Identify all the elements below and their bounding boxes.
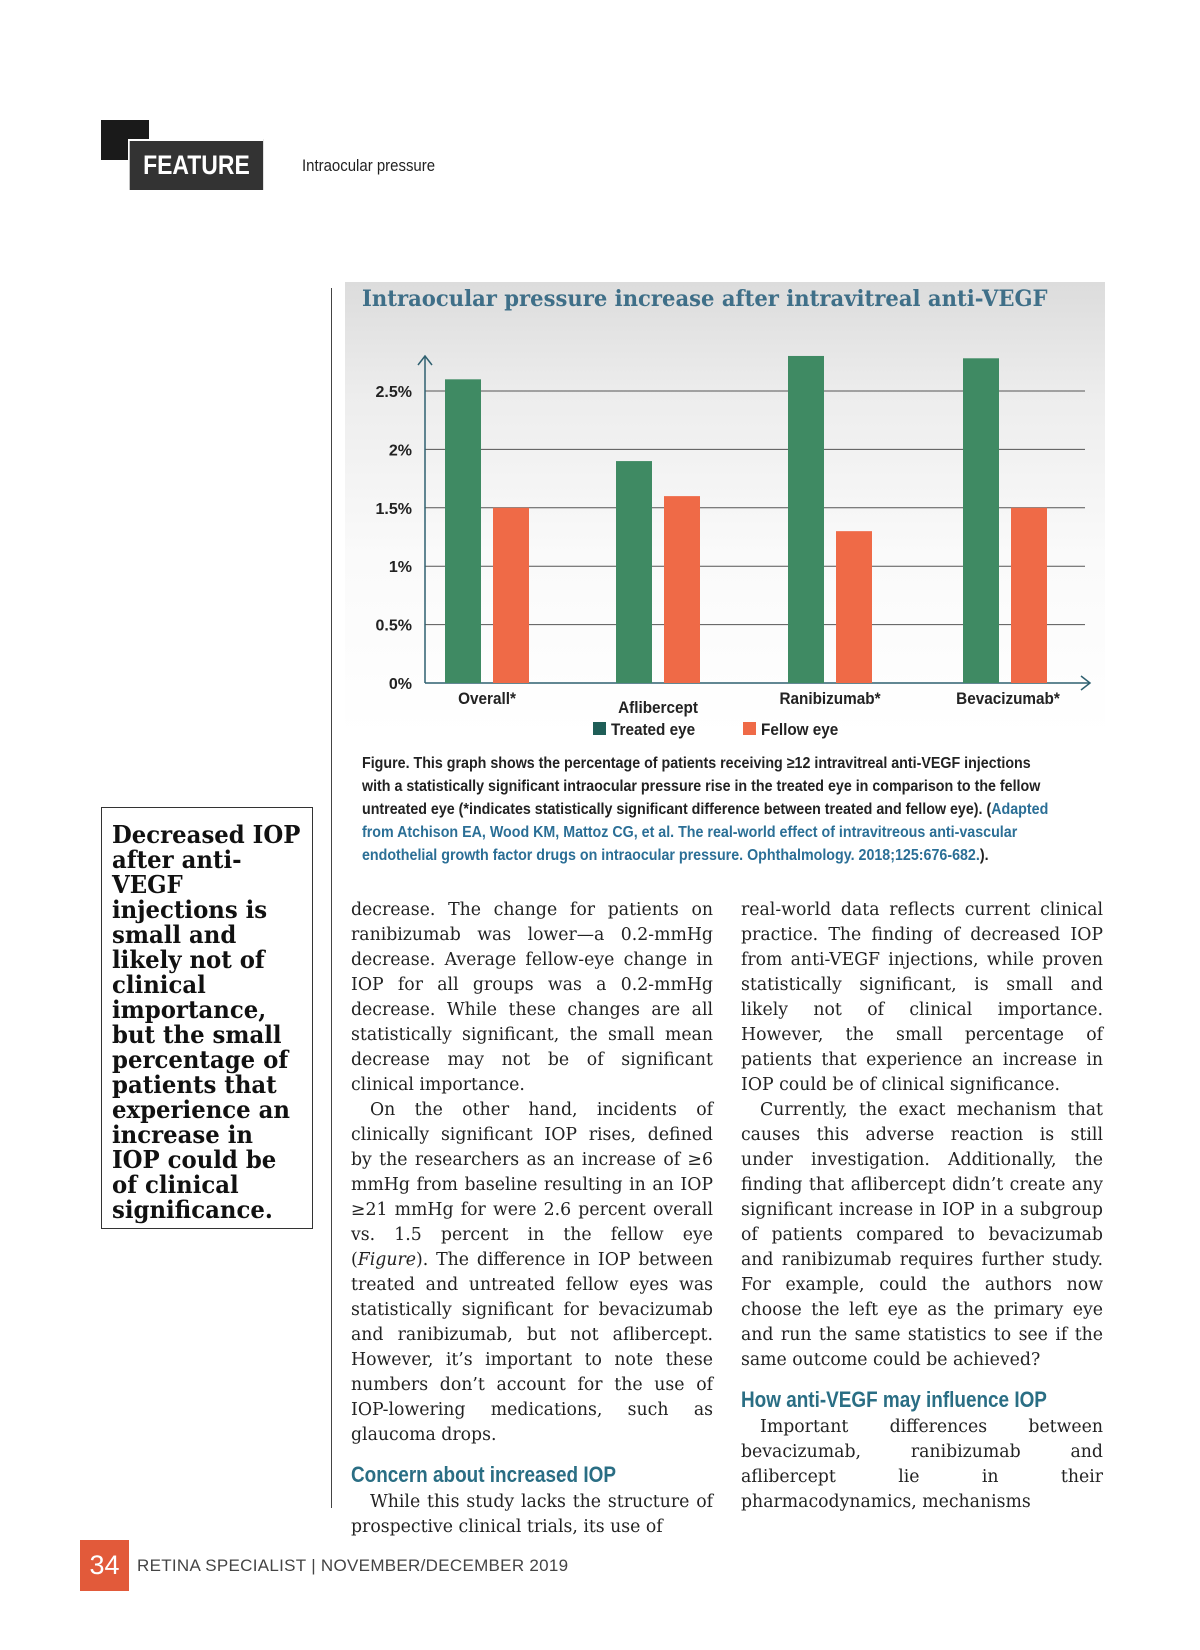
col2-paragraph-3: Important differences between bevacizumab, ranibizumab and aflibercept lie in their pharmacodynamics, mechanisms <box>741 1417 1103 1512</box>
legend-label: Fellow eye <box>761 720 839 740</box>
y-tick-label: 1% <box>388 559 412 577</box>
col1-paragraph-2-part-b: ). The difference in IOP between treated and untreated fellow eyes was statistically significant for bevacizumab and ranibizumab, but not aflibercept. However, it’s important to note these numbers don’t account for the use of IOP-lowering medications, such as glaucoma drops. <box>351 1250 713 1445</box>
fellow-eye-bar <box>493 508 529 683</box>
bar-chart <box>0 0 1200 760</box>
figure-reference: Figure <box>357 1250 416 1270</box>
treated-eye-bar <box>445 379 481 683</box>
fellow-eye-bar <box>664 496 700 683</box>
caption-text: Figure. This graph shows the percentage of patients receiving ≥12 intravitreal anti-VEGF injections with a statistically significant intraocular pressure rise in the treated eye in comparison to the fellow untreated eye (*indicates statistically significant difference between treated and fellow eye). <box>362 755 1041 818</box>
y-tick-label: 2% <box>388 442 412 460</box>
category-label: Bevacizumab* <box>956 689 1060 709</box>
y-tick-label: 1.5% <box>375 500 412 518</box>
col1-paragraph-3: While this study lacks the structure of prospective clinical trials, its use of <box>351 1492 713 1537</box>
section-topic: Intraocular pressure <box>302 156 436 175</box>
col1-paragraph-1: decrease. The change for patients on ranibizumab was lower—a 0.2-mmHg decrease. Average fellow-eye change in IOP for all groups was a 0.2-mmHg decrease. While these changes are all statistically significant, the small mean decrease may not be of significant clinical importance. <box>351 900 713 1095</box>
chart-title: Intraocular pressure increase after intravitreal anti-VEGF <box>362 286 1048 312</box>
body-column-1 <box>351 898 713 1540</box>
section-heading-concern: Concern about increased IOP <box>351 1462 616 1487</box>
caption-open-paren: ( <box>986 801 992 818</box>
treated-eye-bar <box>788 356 824 683</box>
body-column-2 <box>741 898 1103 1515</box>
y-tick-label: 0.5% <box>375 617 412 635</box>
legend-swatch-treated <box>593 722 606 735</box>
category-label: Ranibizumab* <box>779 689 881 709</box>
section-heading-influence: How anti-VEGF may influence IOP <box>741 1387 1047 1412</box>
category-label: Overall* <box>458 689 516 709</box>
col1-paragraph-2 <box>351 1098 713 1448</box>
col2-paragraph-1: real-world data reflects current clinical practice. The finding of decreased IOP from anti-VEGF injections, while proven statistically significant, is small and likely not of clinical importance. However, the small percentage of patients that experience an increase in IOP could be of clinical significance. <box>741 900 1103 1095</box>
pull-quote-box <box>101 807 313 1229</box>
publication-footer: RETINA SPECIALIST | NOVEMBER/DECEMBER 2019 <box>137 1556 569 1575</box>
treated-eye-bar <box>963 358 999 683</box>
figure-caption <box>362 752 1052 867</box>
y-tick-label: 0% <box>388 676 412 693</box>
category-label: Aflibercept <box>618 698 698 718</box>
col2-paragraph-2: Currently, the exact mechanism that causes this adverse reaction is still under investigation. Additionally, the finding that aflibercept didn’t create any significant increase in IOP in a subgroup of patients compared to bevacizumab and ranibizumab requires further study. For example, could the authors now choose the left eye as the primary eye and run the same statistics to see if the same outcome could be achieved? <box>741 1100 1103 1370</box>
legend-label: Treated eye <box>611 720 696 740</box>
col1-paragraph-2-part-a: On the other hand, incidents of clinically significant IOP rises, defined by the researchers as an increase of ≥6 mmHg from baseline resulting in an IOP ≥21 mmHg for were 2.6 percent overall vs. 1.5 percent in the fellow eye ( <box>351 1100 713 1270</box>
y-tick-label: 2.5% <box>375 384 412 401</box>
section-label: FEATURE <box>128 139 263 190</box>
caption-citation: Adapted from Atchison EA, Wood KM, Mattoz CG, et al. The real-world effect of intravitreous anti-vascular endothelial growth factor drugs on intraocular pressure. Ophthalmology. 2018;125:676-682. <box>362 801 1049 864</box>
pull-quote-text: Decreased IOP after anti-VEGF injections is small and likely not of clinical importance, but the small percentage of patients that experience an increase in IOP could be of clinical significance. <box>112 820 301 1224</box>
legend-swatch-fellow <box>743 722 756 735</box>
fellow-eye-bar <box>1011 508 1047 683</box>
page-number: 34 <box>80 1540 129 1591</box>
fellow-eye-bar <box>836 531 872 683</box>
treated-eye-bar <box>616 461 652 683</box>
caption-close-paren: ). <box>979 847 989 864</box>
